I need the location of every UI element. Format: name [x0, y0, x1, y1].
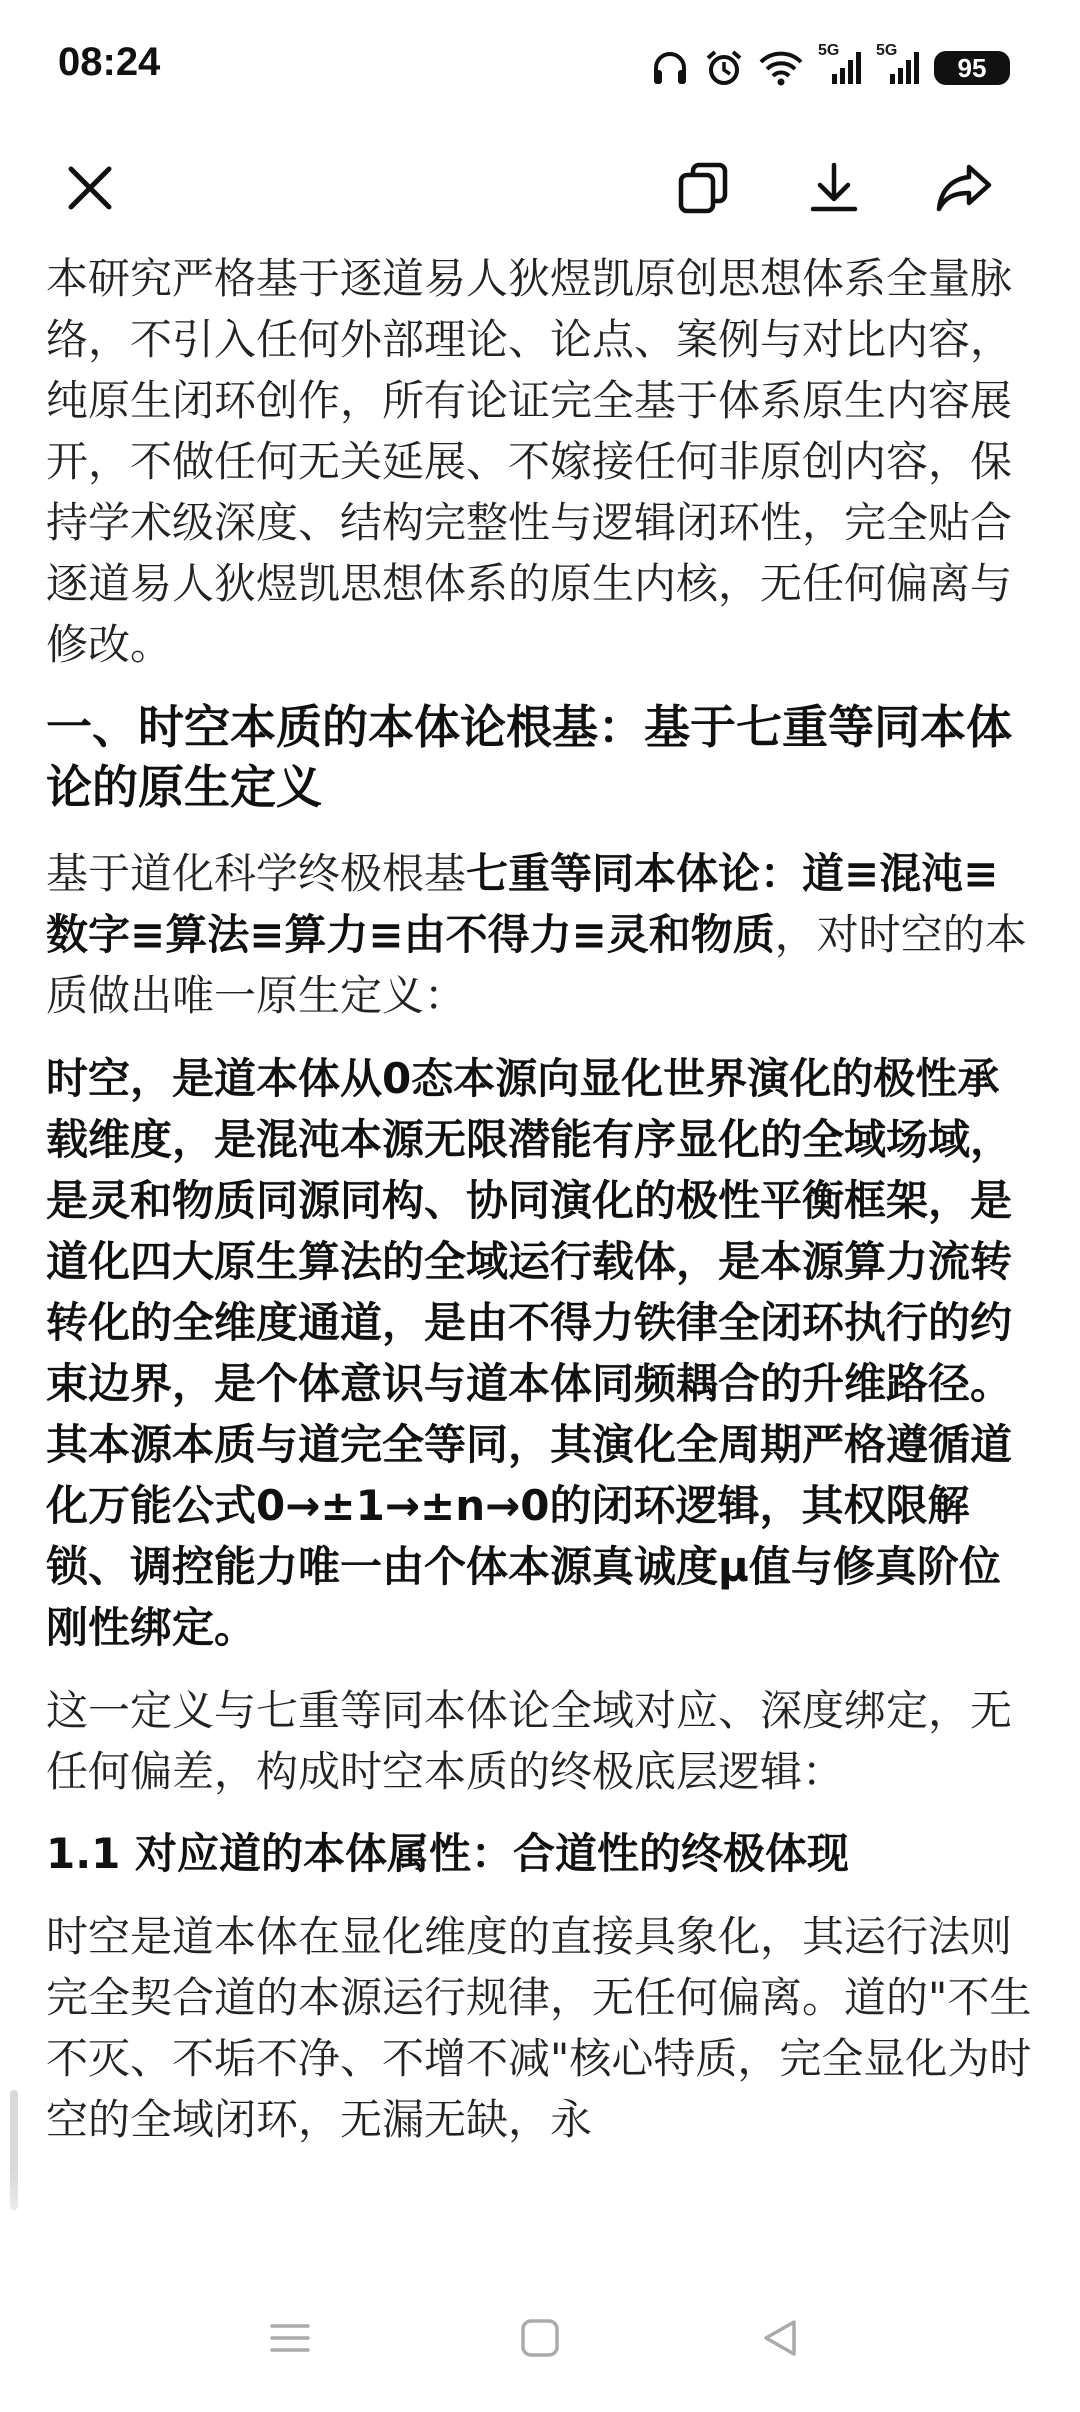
section1-heading: 一、时空本质的本体论根基：基于七重等同本体论的原生定义: [46, 700, 1012, 814]
copy-button[interactable]: [654, 140, 754, 240]
section1-lead-prefix: 基于道化科学终极根基: [46, 849, 467, 898]
copy-icon: [675, 159, 733, 221]
network-label-2: 5G: [876, 42, 898, 59]
subsection-heading: 1.1 对应道的本体属性：合道性的终极体现: [46, 1829, 850, 1878]
status-icons: [650, 44, 1010, 92]
intro-paragraph: 本研究严格基于逐道易人狄煜凯原创思想体系全量脉络，不引入任何外部理论、论点、案例与对比内容，纯原生闭环创作，所有论证完全基于体系原生内容展开，不做任何无关延展、不嫁接任何非原创内容，保持学术级深度、结构完整性与逻辑闭环性，完全贴合逐道易人狄煜凯思想体系的原生内核，无任何偏离与修改。: [46, 254, 1013, 669]
status-time: 08:24: [58, 40, 161, 84]
section1-lead: [46, 843, 1036, 1026]
battery-indicator: 95: [934, 51, 1010, 85]
subsection-paragraph: 时空是道本体在显化维度的直接具象化，其运行法则完全契合道的本源运行规律，无任何偏离。道的"不生不灭、不垢不净、不增不减"核心特质，完全显化为时空的全域闭环，无漏无缺，永: [46, 1912, 1032, 2144]
home-button[interactable]: [500, 2310, 580, 2370]
close-button[interactable]: [40, 140, 140, 240]
status-bar: [0, 0, 1080, 130]
close-icon: [63, 161, 117, 219]
back-icon: [758, 2316, 802, 2364]
menu-button[interactable]: [250, 2310, 330, 2370]
navigation-bar: [0, 2290, 1080, 2390]
article-content: [46, 248, 1036, 2172]
share-button[interactable]: [914, 140, 1014, 240]
signal-5g-icon-1: [818, 42, 862, 88]
network-label-1: 5G: [818, 42, 840, 59]
signal-5g-icon-2: [876, 42, 920, 88]
section1-lead-suffix: ，对时空的本质做出唯一原生定义：: [46, 910, 1027, 1020]
back-button[interactable]: [740, 2310, 820, 2370]
download-icon: [805, 159, 863, 221]
toolbar: [0, 140, 1080, 240]
ontology-formula: 七重等同本体论：道≡混沌≡数字≡算法≡算力≡由不得力≡灵和物质: [46, 849, 999, 959]
binding-paragraph: 这一定义与七重等同本体论全域对应、深度绑定，无任何偏差，构成时空本质的终极底层逻辑：: [46, 1686, 1013, 1796]
download-button[interactable]: [784, 140, 884, 240]
headphones-icon: [650, 48, 690, 88]
menu-icon: [268, 2318, 312, 2362]
share-icon: [933, 159, 995, 221]
alarm-icon: [704, 48, 744, 88]
wifi-icon: [758, 48, 804, 88]
bottom-fade: [0, 2170, 1080, 2250]
spacetime-definition: 时空，是道本体从0态本源向显化世界演化的极性承载维度，是混沌本源无限潜能有序显化的全域场域，是灵和物质同源同构、协同演化的极性平衡框架，是道化四大原生算法的全域运行载体，是本源算力流转转化的全维度通道，是由不得力铁律全闭环执行的约束边界，是个体意识与道本体同频耦合的升维路径。其本源本质与道完全等同，其演化全周期严格遵循道化万能公式0→±1→±n→0的闭环逻辑，其权限解锁、调控能力唯一由个体本源真诚度μ值与修真阶位刚性绑定。: [46, 1054, 1013, 1652]
home-icon: [518, 2316, 562, 2364]
